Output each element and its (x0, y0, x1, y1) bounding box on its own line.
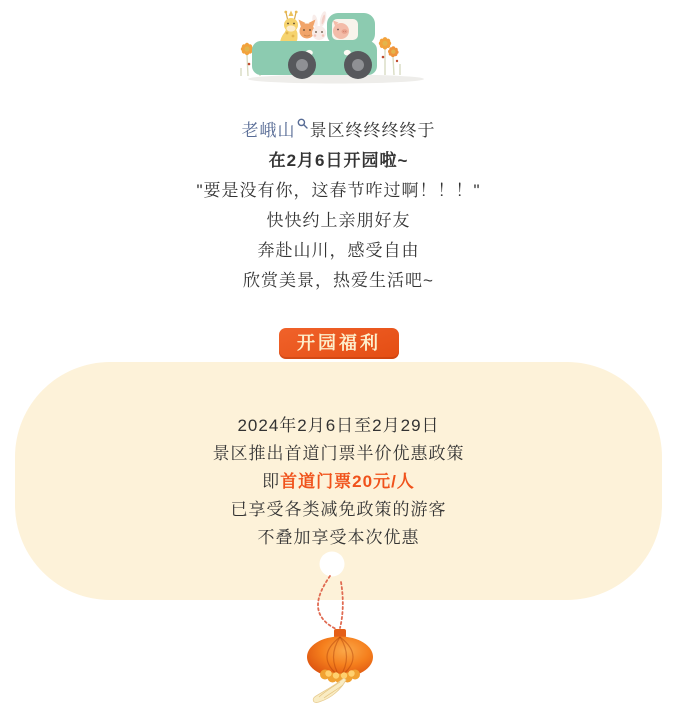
invite-line: 快快约上亲朋好友 (266, 211, 411, 230)
hanging-point (320, 552, 345, 577)
price-line (15, 468, 662, 496)
price-highlight: 首道门票20元/人 (280, 472, 415, 491)
intro-text (0, 116, 677, 296)
note-line-2: 不叠加享受本次优惠 (257, 528, 420, 547)
front-wheel (344, 51, 372, 79)
lantern-body (307, 637, 373, 678)
red-lantern-icon (286, 550, 390, 708)
quote-line: "要是没有你，这春节咋过啊！！！" (196, 181, 481, 200)
benefit-card-text (15, 362, 662, 552)
date-range-line: 2024年2月6日至2月29日 (237, 416, 440, 435)
ground-shadow (248, 75, 424, 84)
note-line-1: 已享受各类减免政策的游客 (230, 500, 447, 519)
search-icon[interactable] (297, 109, 308, 139)
animals-car-illustration (233, 0, 445, 92)
lantern-tassel (313, 678, 346, 702)
benefit-button[interactable]: 开园福利 (279, 328, 399, 359)
right-flowers (379, 37, 399, 62)
rear-wheel (288, 51, 316, 79)
journey-line: 奔赴山川，感受自由 (257, 241, 420, 260)
opening-date-line: 在2月6日开园啦~ (268, 151, 409, 170)
enjoy-line: 欣赏美景，热爱生活吧~ (243, 271, 434, 290)
intro-title-rest: 景区终终终终于 (309, 121, 436, 140)
topic-link[interactable]: 老峨山 (241, 121, 296, 140)
intro-title (0, 116, 677, 146)
policy-line: 景区推出首道门票半价优惠政策 (212, 444, 465, 463)
lantern-string (318, 576, 343, 629)
price-prefix: 即 (262, 472, 281, 491)
